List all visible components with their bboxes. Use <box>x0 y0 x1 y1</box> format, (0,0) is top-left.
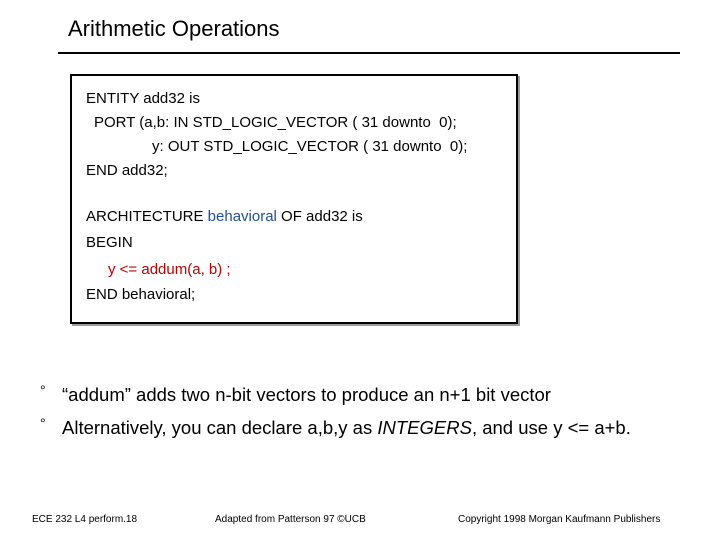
code-line-port: PORT (a,b: IN STD_LOGIC_VECTOR ( 31 downto 0); <box>94 114 457 131</box>
code-line-end-architecture: END behavioral; <box>86 286 196 303</box>
footer-right: Copyright 1998 Morgan Kaufmann Publishers <box>458 514 661 525</box>
page-title: Arithmetic Operations <box>68 16 280 41</box>
footer-center: Adapted from Patterson 97 ©UCB <box>215 514 366 525</box>
code-token-behavioral: behavioral <box>207 208 277 225</box>
bullet-text: “addum” adds two n-bit vectors to produce an n+1 bit vector <box>62 384 551 405</box>
bullet-marker: ° <box>40 415 46 431</box>
code-line-begin: BEGIN <box>86 234 133 251</box>
bullet-text-pre: Alternatively, you can declare a,b,y as <box>62 417 378 438</box>
bullet-item-integers <box>40 417 631 439</box>
code-token-addum-call: addum(a, b) ; <box>137 261 231 278</box>
code-token-y: y <box>108 261 120 278</box>
code-line-end-entity: END add32; <box>86 162 168 179</box>
bullet-text-emphasis: INTEGERS <box>377 417 472 438</box>
code-token-assign-op: <= <box>119 261 138 278</box>
code-box <box>70 74 518 324</box>
bullet-text-post: , and use y <= a+b. <box>471 417 631 438</box>
bullet-item-addum <box>40 384 551 406</box>
code-token-architecture: ARCHITECTURE <box>86 208 208 225</box>
footer-left: ECE 232 L4 perform.18 <box>32 514 138 525</box>
code-line-entity: ENTITY add32 is <box>86 90 200 107</box>
code-line-architecture <box>86 208 363 225</box>
title-divider <box>58 52 680 54</box>
code-token-of-add32: OF add32 is <box>276 208 363 225</box>
code-line-assignment <box>108 261 231 278</box>
code-line-output: y: OUT STD_LOGIC_VECTOR ( 31 downto 0); <box>152 138 468 155</box>
bullet-marker: ° <box>40 382 46 398</box>
